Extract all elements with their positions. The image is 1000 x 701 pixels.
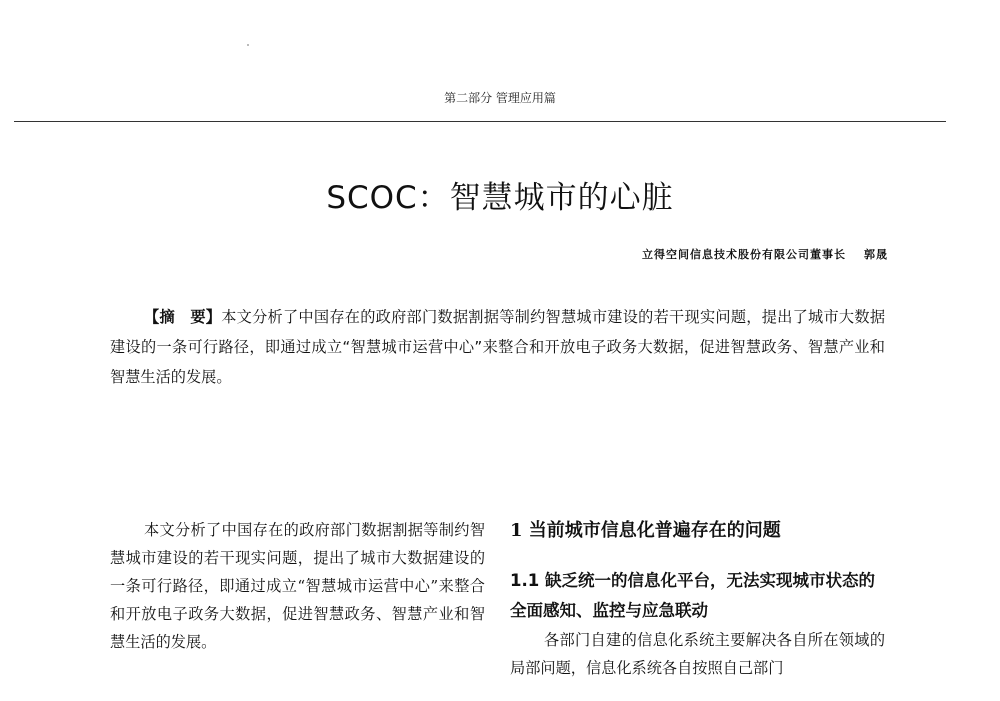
intro-paragraph: 本文分析了中国存在的政府部门数据割据等制约智慧城市建设的若干现实问题，提出了城市大数据建设的一条可行路径，即通过成立“智慧城市运营中心”来整合和开放电子政务大数据，促进智慧政务、智慧产业和智慧生活的发展。 xyxy=(110,521,485,651)
scan-speck xyxy=(247,44,249,46)
author-name: 郭晟 xyxy=(864,248,888,261)
article-title: SCOC：智慧城市的心脏 xyxy=(326,180,674,216)
section-heading: 1 当前城市信息化普遍存在的问题 xyxy=(510,520,781,541)
abstract-label: 【摘 要】 xyxy=(144,308,222,326)
header-rule xyxy=(14,121,946,122)
right-column xyxy=(510,516,885,682)
subsection-heading: 1.1 缺乏统一的信息化平台，无法实现城市状态的全面感知、监控与应急联动 xyxy=(510,571,875,620)
subsection-paragraph: 各部门自建的信息化系统主要解决各自所在领域的局部问题，信息化系统各自按照自己部门 xyxy=(510,631,885,677)
abstract-text: 本文分析了中国存在的政府部门数据割据等制约智慧城市建设的若干现实问题，提出了城市大数据建设的一条可行路径，即通过成立“智慧城市运营中心”来整合和开放电子政务大数据，促进智慧政务、智慧产业和智慧生活的发展。 xyxy=(110,308,886,386)
running-head: 第二部分 管理应用篇 xyxy=(444,91,556,105)
author-affiliation: 立得空间信息技术股份有限公司董事长 xyxy=(642,248,846,261)
author-line xyxy=(642,246,888,262)
abstract-paragraph xyxy=(110,302,885,392)
